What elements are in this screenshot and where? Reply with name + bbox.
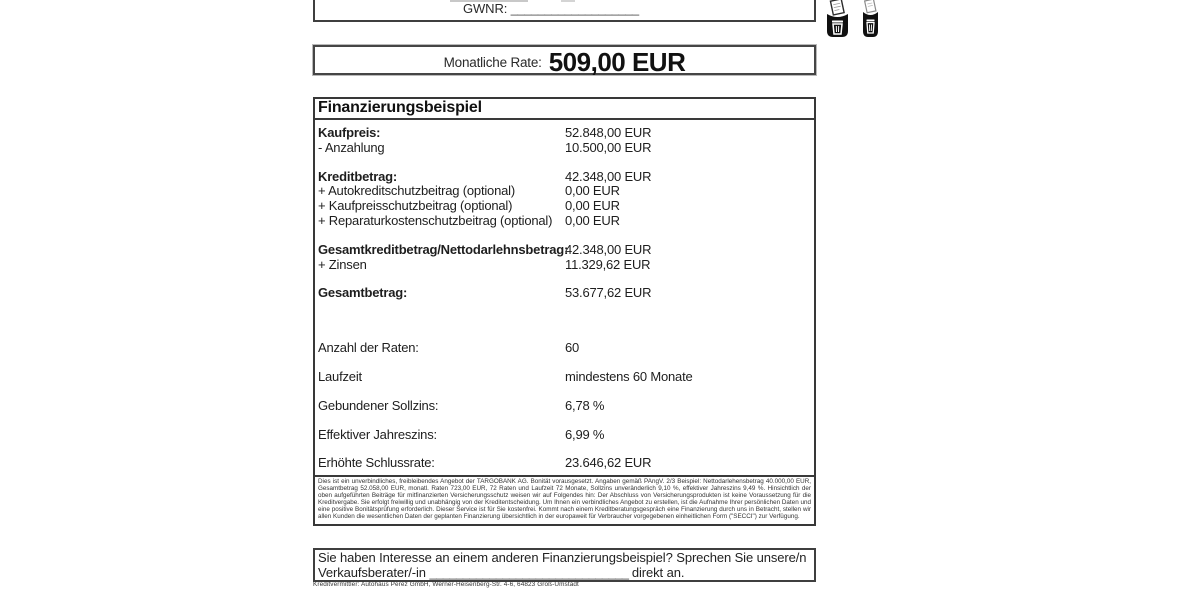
credit-broker-footer: Kreditvermittler: Autohaus Perez GmbH, Werner-Heisenberg-Str. 4-6, 64823 Groß-Umstadt	[313, 581, 579, 588]
table-row: + Kaufpreisschutzbeitrag (optional) 0,00 EUR	[318, 198, 620, 214]
document-trash-icon[interactable]	[826, 0, 849, 38]
interest-line-2: Verkaufsberater/-in ______________________________ direkt an.	[318, 565, 685, 580]
table-row: Gebundener Sollzins: 6,78 %	[318, 397, 605, 413]
table-row: Gesamtkreditbetrag/Nettodarlehnsbetrag: 42.348,00 EUR	[318, 241, 652, 257]
fine-print: Dies ist ein unverbindliches, freibleibendes Angebot der TARGOBANK AG. Bonität vorausgesetzt. Angaben gemäß PAngV. 2/3 Beispiel: Nettodarlehensbetrag 40.000,00 EUR, Gesamtbetrag 52.058,00 EUR, monatl. Raten 723,00 EUR, 72 Raten und Laufzeit 72 Monate, Sollzins unveränderlich 9,10 %, effektiver Jahreszins 9,49 %. Hinsichtlich der oben aufgeführten Beiträge für mitfinanzierten Versicherungsschutz weisen wir auf Folgendes hin: Der Abschluss von Versicherungsprodukten ist keine Voraussetzung für die Kreditvergabe. Sie erfolgt freiwillig und unabhängig von der Kreditentscheidung. Um Ihnen ein verbindliches Angebot zu erstellen, ist die Aufnahme Ihrer persönlichen Daten und eine positive Bonitätsprüfung erforderlich. Dieser Service ist für Sie kostenfrei. Kommt nach einem Kreditberatungsgespräch eine Finanzierung durch uns in Betracht, stellen wir allen Kunden die wesentlichen Daten der geplanten Finanzierung übersichtlich in der europaweit für Verbraucher vorgegebenen einheitlichen Form ("SECCI") zur Verfügung.	[315, 475, 814, 523]
finance-example-title: Finanzierungsbeispiel	[315, 99, 814, 120]
table-row: Laufzeit mindestens 60 Monate	[318, 368, 693, 384]
interest-line-1: Sie haben Interesse an einem anderen Finanzierungsbeispiel? Sprechen Sie unsere/n	[318, 550, 807, 565]
finance-example-box	[313, 97, 816, 526]
table-row: + Autokreditschutzbeitrag (optional) 0,00 EUR	[318, 183, 620, 199]
finance-table	[315, 120, 814, 475]
table-row: Kaufpreis: 52.848,00 EUR	[318, 125, 652, 140]
table-row: Effektiver Jahreszins: 6,99 %	[318, 426, 605, 442]
gwnr-label: GWNR:	[463, 1, 508, 16]
table-row: + Zinsen 11.329,62 EUR	[318, 256, 651, 272]
table-row: Anzahl der Raten: 60	[318, 340, 580, 356]
interest-question-box	[313, 548, 816, 582]
table-row: Erhöhte Schlussrate: 23.646,62 EUR	[318, 455, 652, 471]
table-row: Kreditbetrag: 42.348,00 EUR	[318, 168, 652, 184]
monthly-rate-box	[313, 45, 816, 75]
table-row: + Reparaturkostenschutzbeitrag (optional) 0,00 EUR	[318, 212, 620, 228]
table-row: Gesamtbetrag: 53.677,62 EUR	[318, 285, 652, 301]
advisor-name-blank: ______________________________	[429, 565, 629, 580]
monthly-rate-value: 509,00 EUR	[548, 47, 686, 77]
gwnr-box	[313, 0, 816, 22]
table-row: - Anzahlung 10.500,00 EUR	[318, 139, 652, 155]
monthly-rate-label: Monatliche Rate:	[443, 55, 542, 70]
gwnr-blank-field: ___________________	[510, 1, 639, 16]
document-trash-icon[interactable]	[860, 0, 881, 38]
